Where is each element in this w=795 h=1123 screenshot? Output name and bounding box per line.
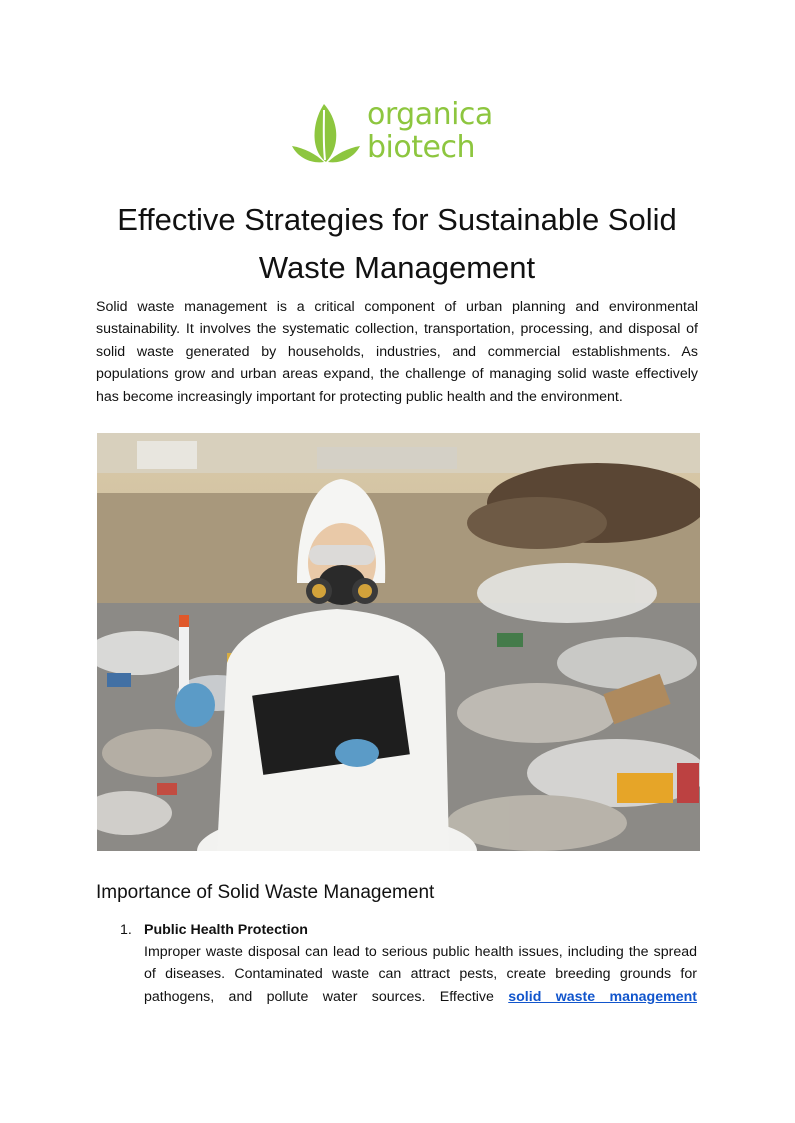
brand-wordmark	[367, 98, 493, 164]
photo-worker-in-protective-suit-at-landfill-icon	[97, 433, 700, 851]
list-item-number: 1.	[120, 922, 132, 938]
brand-line-2: biotech	[367, 130, 475, 165]
page-title: Effective Strategies for Sustainable Solid Waste Management	[117, 202, 677, 285]
section-heading: Importance of Solid Waste Management	[96, 882, 435, 903]
brand-logo	[290, 98, 510, 170]
solid-waste-management-link[interactable]: solid waste management	[508, 988, 697, 1005]
brand-line-1: organica	[367, 97, 493, 132]
list-item-body	[144, 941, 697, 1008]
list-item-text: Improper waste disposal can lead to serious public health issues, including the spread of diseases. Contaminated waste can attract pests, create breeding grounds for pathogens, and pollute water sources. Effective	[144, 944, 697, 1005]
landfill-photo	[97, 433, 700, 851]
intro-paragraph: Solid waste management is a critical component of urban planning and environmental sustainability. It involves the systematic collection, transportation, processing, and disposal of solid waste generated by households, industries, and commercial establishments. As populations grow and urban areas expand, the challenge of managing solid waste effectively has become increasingly important for protecting public health and the environment.	[96, 299, 698, 405]
list-item-title: Public Health Protection	[144, 922, 308, 938]
leaf-icon	[290, 102, 362, 164]
